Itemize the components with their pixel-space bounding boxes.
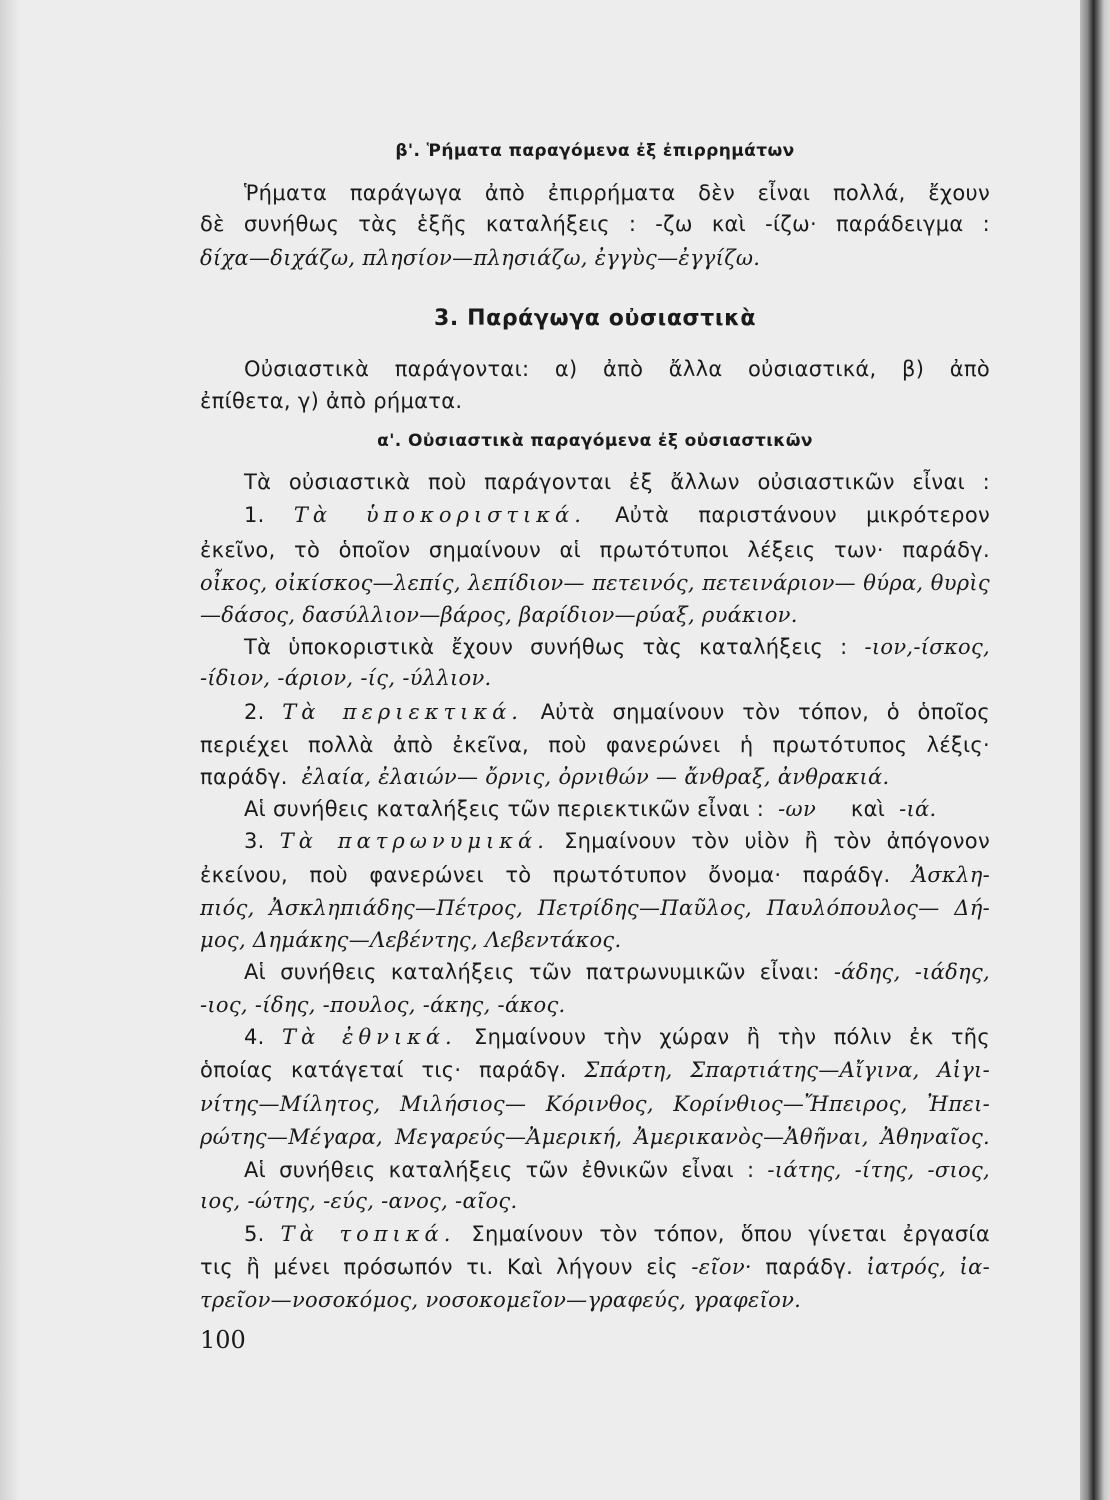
example-form: Ἀσκλη- xyxy=(911,863,990,887)
item-term: Τὰ πατρωνυμικά. xyxy=(279,829,549,853)
paragraph-line xyxy=(200,1055,990,1085)
example-label: παράδγ. xyxy=(765,1255,854,1279)
item-text: Αὐτὰ παριστάνουν μικρότερον xyxy=(615,503,990,527)
endings-line xyxy=(244,794,990,824)
item-number: 2. xyxy=(244,700,265,724)
endings-forms: -άδης, -ιάδης, xyxy=(833,960,990,984)
example-label: παράδγ. xyxy=(200,765,288,789)
endings-forms: -ιάτης, -ίτης, -σιος, xyxy=(767,1158,990,1182)
example-forms: ἰατρός, ἰα- xyxy=(866,1255,990,1279)
item-term: Τὰ ἐθνικά. xyxy=(281,1025,457,1049)
paragraph-line: Ῥήματα παράγωγα ἀπὸ ἐπιρρήματα δὲν εἶναι πολλά, ἔχουν xyxy=(244,181,990,205)
list-item-3-line xyxy=(244,826,990,856)
endings-label: Αἱ συνήθεις καταλήξεις τῶν περιεκτικῶν εἶναι : xyxy=(244,797,765,821)
endings-line xyxy=(244,632,990,662)
item-term: Τὰ ὑποκοριστικά. xyxy=(293,503,586,527)
item-term: Τὰ τοπικά. xyxy=(280,1222,456,1246)
list-item-5-line xyxy=(244,1219,990,1249)
paragraph-line: ἐπίθετα, γ) ἀπὸ ρήματα. xyxy=(200,389,463,413)
list-item-1-line xyxy=(244,500,990,530)
paragraph-line: ιος, -ώτης, -εύς, -ανος, -αῖος. xyxy=(200,1189,518,1213)
paragraph-line: περιέχει πολλὰ ἀπὸ ἐκεῖνα, ποὺ φανερώνει ἡ πρωτότυπος λέξις· xyxy=(200,733,990,757)
page-left-edge xyxy=(0,0,20,1500)
endings-label: Αἱ συνήθεις καταλήξεις τῶν ἐθνικῶν εἶναι : xyxy=(244,1158,755,1182)
section-heading-alpha: α'. Οὐσιαστικὰ παραγόμενα ἐξ οὐσιαστικῶν xyxy=(377,431,813,451)
section-heading-beta: β'. Ῥήματα παραγόμενα ἐξ ἐπιρρημάτων xyxy=(395,141,795,161)
paragraph-line: τρεῖον—νοσοκόμος, νοσοκομεῖον—γραφεύς, γραφεῖον. xyxy=(200,1288,802,1312)
endings-label: Τὰ ὑποκοριστικὰ ἔχουν συνήθως τὰς καταλήξεις : xyxy=(244,635,848,659)
item-text: Σημαίνουν τὸν υἱὸν ἢ τὸν ἀπόγονον xyxy=(564,829,990,853)
paragraph-line xyxy=(200,1252,990,1282)
paragraph-line: νίτης—Μίλητος, Μιλήσιος— Κόρινθος, Κορίνθιος—Ἤπειρος, Ἠπει- xyxy=(200,1092,990,1116)
item-text: Σημαίνουν τὴν χώραν ἢ τὴν πόλιν ἐκ τῆς xyxy=(474,1025,990,1049)
item-term: Τὰ περιεκτικά. xyxy=(282,700,523,724)
endings-form: -ων xyxy=(778,797,817,821)
suffix-form: -εῖον· xyxy=(691,1255,752,1279)
list-item-2-line xyxy=(244,697,990,727)
paragraph-line: ρώτης—Μέγαρα, Μεγαρεύς—Ἀμερική, Ἀμερικανὸς—Ἀθῆναι, Ἀθηναῖος. xyxy=(200,1125,990,1149)
page-number: 100 xyxy=(200,1326,246,1354)
item-text: Σημαίνουν τὸν τόπον, ὅπου γίνεται ἐργασία xyxy=(471,1222,990,1246)
example-forms: ἐλαία, ἐλαιών— ὄρνις, ὀρνιθών — ἄνθραξ, ἀνθρακιά. xyxy=(301,765,890,789)
endings-label: Αἱ συνήθεις καταλήξεις τῶν πατρωνυμικῶν εἶναι: xyxy=(244,960,820,984)
item-number: 5. xyxy=(244,1222,265,1246)
paragraph-line xyxy=(200,860,990,890)
paragraph-line: οἶκος, οἰκίσκος—λεπίς, λεπίδιον— πετεινός, πετεινάριον— θύρα, θυρὶς xyxy=(200,571,990,595)
paragraph-line: Τὰ οὐσιαστικὰ ποὺ παράγονται ἐξ ἄλλων οὐσιαστικῶν εἶναι : xyxy=(244,470,990,494)
item-text: ὁποίας κατάγεταί τις· παράδγ. xyxy=(200,1058,567,1082)
paragraph-line: δίχα—διχάζω, πλησίον—πλησιάζω, ἐγγὺς—ἐγγίζω. xyxy=(200,246,761,270)
endings-line xyxy=(244,957,990,987)
item-text: ἐκείνου, ποὺ φανερώνει τὸ πρωτότυπον ὄνομα· παράδγ. xyxy=(200,863,891,887)
item-number: 4. xyxy=(244,1025,265,1049)
chapter-heading: 3. Παράγωγα οὐσιαστικὰ xyxy=(433,306,757,331)
paragraph-line: ἐκεῖνο, τὸ ὁποῖον σημαίνουν αἱ πρωτότυποι λέξεις των· παράδγ. xyxy=(200,538,990,562)
endings-line xyxy=(244,1155,990,1185)
paragraph-line: —δάσος, δασύλλιον—βάρος, βαρίδιον—ρύαξ, ρυάκιον. xyxy=(200,603,798,627)
book-spine-shadow xyxy=(1080,0,1110,1500)
endings-forms: -ιον,-ίσκος, xyxy=(864,635,990,659)
list-item-4-line xyxy=(244,1022,990,1052)
paragraph-line: μος, Δημάκης—Λεβέντης, Λεβεντάκος. xyxy=(200,928,622,952)
endings-form: -ιά. xyxy=(899,797,937,821)
item-text: Αὐτὰ σημαίνουν τὸν τόπον, ὁ ὁποῖος xyxy=(540,700,990,724)
item-number: 3. xyxy=(244,829,265,853)
paragraph-line: -ιος, -ίδης, -πουλος, -άκης, -άκος. xyxy=(200,993,566,1017)
paragraph-line: πιός, Ἀσκληπιάδης—Πέτρος, Πετρίδης—Παῦλος, Παυλόπουλος— Δή- xyxy=(200,896,990,920)
example-forms: Σπάρτη, Σπαρτιάτης—Αἴγινα, Αἰγι- xyxy=(584,1058,990,1082)
paragraph-line: δὲ συνήθως τὰς ἑξῆς καταλήξεις : -ζω καὶ -ίζω· παράδειγμα : xyxy=(200,212,990,236)
paragraph-line: Οὐσιαστικὰ παράγονται: α) ἀπὸ ἄλλα οὐσιαστικά, β) ἀπὸ xyxy=(244,357,990,381)
endings-conjunction: καὶ xyxy=(850,797,886,821)
item-number: 1. xyxy=(244,503,265,527)
paragraph-line xyxy=(200,762,990,792)
item-text: τις ἢ μένει πρόσωπόν τι. Καὶ λήγουν εἰς xyxy=(200,1255,678,1279)
paragraph-line: -ίδιον, -άριον, -ίς, -ύλλιον. xyxy=(200,666,492,690)
